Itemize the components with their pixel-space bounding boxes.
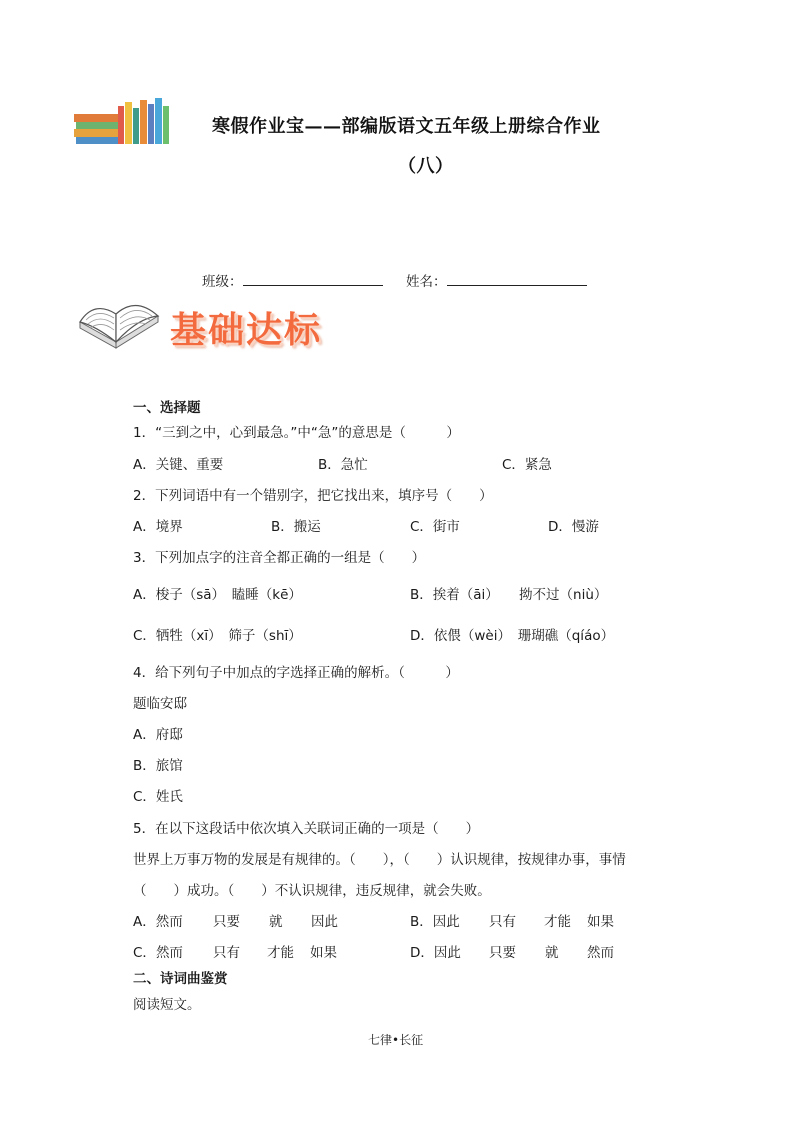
option-word: 只要 bbox=[489, 945, 516, 961]
q1-option-b[interactable]: B．急忙 bbox=[318, 457, 368, 473]
name-blank[interactable] bbox=[447, 271, 587, 286]
q5-option-d[interactable] bbox=[410, 941, 461, 961]
open-book-icon bbox=[76, 292, 162, 354]
q4-option-b[interactable]: B．旅馆 bbox=[133, 758, 183, 774]
q1-option-c[interactable]: C．紧急 bbox=[502, 457, 552, 473]
q5-passage-line2: （ ）成功。（ ）不认识规律，违反规律，就会失败。 bbox=[133, 883, 491, 899]
option-word: 才能 bbox=[267, 945, 294, 961]
option-word: 然而 bbox=[155, 914, 183, 930]
option-word: 然而 bbox=[155, 945, 183, 961]
option-word: 如果 bbox=[587, 914, 614, 930]
q5-option-c[interactable] bbox=[133, 941, 183, 961]
class-blank[interactable] bbox=[243, 271, 383, 286]
option-word: 才能 bbox=[544, 914, 571, 930]
q3-stem: 3．下列加点字的注音全都正确的一组是（ ） bbox=[133, 550, 426, 566]
q2-stem: 2．下列词语中有一个错别字，把它找出来，填序号（ ） bbox=[133, 488, 493, 504]
books-stack-icon bbox=[72, 96, 172, 146]
document-title: 寒假作业宝——部编版语文五年级上册综合作业 bbox=[212, 116, 601, 137]
q3-option-d[interactable]: D．依偎（wèi） 珊瑚礁（qíáo） bbox=[410, 628, 615, 644]
q4-sentence: 题临安邸 bbox=[133, 696, 187, 712]
section2-heading: 二、诗词曲鉴赏 bbox=[133, 971, 228, 987]
option-letter: C． bbox=[133, 945, 156, 961]
option-word: 只有 bbox=[213, 945, 240, 961]
q1-option-a[interactable]: A．关键、重要 bbox=[133, 457, 224, 473]
option-word: 因此 bbox=[433, 945, 461, 961]
option-letter: D． bbox=[410, 945, 434, 961]
q2-option-a[interactable]: A．境界 bbox=[133, 519, 183, 535]
option-letter: A． bbox=[133, 914, 156, 930]
class-field bbox=[202, 270, 383, 290]
option-word: 因此 bbox=[432, 914, 460, 930]
option-word: 只有 bbox=[489, 914, 516, 930]
q4-stem: 4．给下列句子中加点的字选择正确的解析。（ ） bbox=[133, 665, 459, 681]
q4-option-a[interactable]: A．府邸 bbox=[133, 727, 183, 743]
name-label: 姓名： bbox=[406, 274, 447, 290]
q2-option-d[interactable]: D．慢游 bbox=[548, 519, 599, 535]
section-banner: 基础达标 bbox=[170, 310, 323, 351]
q4-option-c[interactable]: C．姓氏 bbox=[133, 789, 183, 805]
option-word: 就 bbox=[545, 945, 559, 961]
document-subtitle: （八） bbox=[398, 156, 454, 177]
q1-stem: 1．“三到之中，心到最急。”中“急”的意思是（ ） bbox=[133, 425, 460, 441]
option-word: 然而 bbox=[587, 945, 614, 961]
q3-option-b[interactable]: B．挨着（āi） 拗不过（niù） bbox=[410, 587, 608, 603]
section1-heading: 一、选择题 bbox=[133, 400, 201, 416]
poem-title: 七律•长征 bbox=[368, 1033, 424, 1047]
q2-option-c[interactable]: C．街市 bbox=[410, 519, 460, 535]
section2-instruction: 阅读短文。 bbox=[133, 997, 201, 1013]
option-word: 就 bbox=[269, 914, 283, 930]
q3-option-c[interactable]: C．牺牲（xī） 筛子（shī） bbox=[133, 628, 302, 644]
q3-option-a[interactable]: A．梭子（sā） 瞌睡（kē） bbox=[133, 587, 302, 603]
q5-option-a[interactable] bbox=[133, 910, 183, 930]
name-field bbox=[406, 270, 587, 290]
option-word: 只要 bbox=[213, 914, 240, 930]
option-word: 如果 bbox=[310, 945, 337, 961]
q5-passage-line1: 世界上万事万物的发展是有规律的。（ ），（ ）认识规律，按规律办事，事情 bbox=[133, 852, 626, 868]
option-letter: B． bbox=[410, 914, 433, 930]
option-word: 因此 bbox=[311, 914, 338, 930]
q2-option-b[interactable]: B．搬运 bbox=[271, 519, 321, 535]
q5-stem: 5．在以下这段话中依次填入关联词正确的一项是（ ） bbox=[133, 821, 480, 837]
class-label: 班级： bbox=[202, 274, 243, 290]
q5-option-b[interactable] bbox=[410, 910, 460, 930]
